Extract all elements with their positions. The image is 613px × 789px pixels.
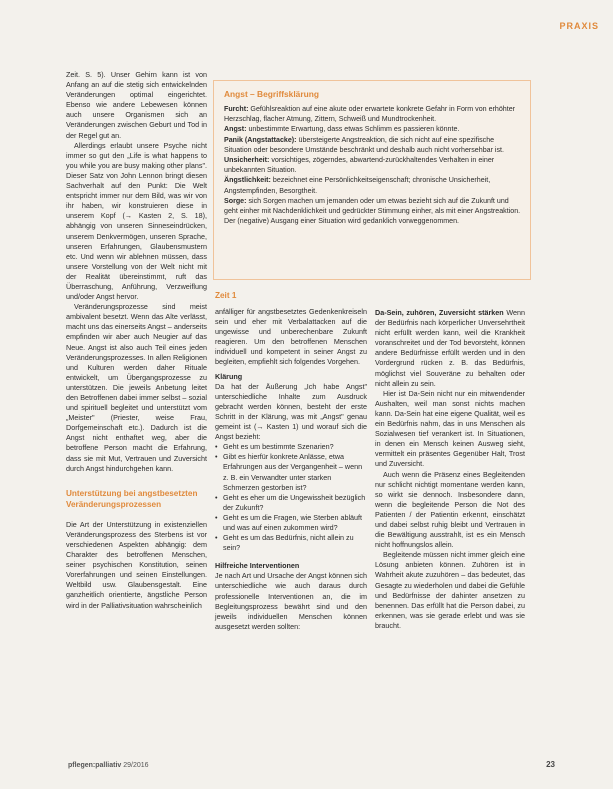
run-in-heading: Da-Sein, zuhören, Zuversicht stärken <box>375 308 504 317</box>
journal-footer <box>68 762 149 769</box>
subheading-interventions: Hilfreiche Interventionen <box>215 561 300 571</box>
list-item: • Geht es um die Fragen, wie Sterben abläuft und was auf einen zukommen wird? <box>215 513 367 533</box>
definition-term: Furcht: <box>224 105 249 113</box>
paragraph: Die Art der Unterstützung in existenziellen Veränderungsprozess des Sterbens ist vor verschiedenen Aspekten abhängig: dem Charakter des betroffenen Menschen, seiner psychischen Konstitution, seinen Vorerfahrungen und seinen Einstellungen. Weltbild usw. Glaubensgestalt. Eine ganzheitlich orientierte, ängstliche Person wird in der Palliativsituation wahrscheinlich <box>66 519 207 610</box>
definition-text: Gefühlsreaktion auf eine akute oder erwartete konkrete Gefahr in Form von erhöhter Herzschlag, flacher Atmung, Zittern, Schweiß und Mundtrockenheit. <box>224 105 516 124</box>
definition-text: bezeichnet eine Persönlichkeitseigenschaft; chronische Unsicherheit, Angstempfinden, Besorgtheit. <box>224 176 491 195</box>
journal-issue: 29/2016 <box>123 762 149 769</box>
paragraph: Je nach Art und Ursache der Angst können sich unterschiedliche wie auch daraus durch professionelle Interventionen an, die im Begleitungsprozess bewährt sind und den jeweils individuellen Menschen können ausgesetzt werden sollten: <box>215 571 367 631</box>
paragraph: anfälliger für angstbesetztes Gedenkenkreiseln sein und eher mit Verbalattacken auf die ungewisse und unberechenbare Zukunft reagieren. Um den betroffenen Menschen individuell und kompetent in seiner Angst zu begleiten, empfiehlt sich folgendes Vorgehen. <box>215 307 367 367</box>
journal-name: pflegen:palliativ <box>68 762 122 769</box>
list-item: • Gibt es hierfür konkrete Anlässe, etwa Erfahrungen aus der Vergangenheit – wenn z. B. ein Verwandter unter starken Schmerzen gestorben ist? <box>215 452 367 492</box>
definition-item <box>224 104 522 124</box>
definition-box-title: Angst – Begriffsklärung <box>224 89 319 99</box>
list-item: • Geht es um bestimmte Szenarien? <box>215 442 367 452</box>
paragraph: Zeit. S. 5). Unser Gehirn kann ist von Anfang an auf die stetig sich entwickelnden Veränderungen optimal eingerichtet. Ebenso wie andere Lebewesen können auch unsere Organismen sich an Veränderungen zwischen Geburt und Tod in der Regel gut an. <box>66 70 207 140</box>
paragraph: Hier ist Da-Sein nicht nur ein mitwendender Aushalten, weil man sonst nichts machen kann. Da-Sein hat eine eigene Qualität, weil es ein Bedürfnis nahm, das in uns Menschen als Sozialwesen tief verankert ist. In Situationen, in denen ein Mensch keinen Ausweg sieht, vermittelt ein präsentes Gegenüber Halt, Trost und Zuversicht. <box>375 388 525 469</box>
paragraph-text: Wenn der Bedürfnis nach körperlicher Unversehrtheit nicht erfüllt werden kann, weil die Krankheit voranschreitet und der Tod bevorsteht, können andere Bedürfnisse erfüllt werden und in den Vordergrund rücken z. B. das Bedürfnis, möglichst viel Souveräne zu behalten oder nicht allein zu sein. <box>375 308 525 388</box>
paragraph: Veränderungsprozesse sind meist ambivalent besetzt. Wenn das Alte verlässt, macht uns das einerseits Angst – anderseits empfinden wir aber auch Neugier auf das Neue. Angst ist also auch Teil eines jeden Veränderungsprozesses. In allen Religionen und Kulturen werden daher Rituale entwickelt, um Übergangsprozesse zu unterstützen. Die jeweils Anbetung leitet den Betroffenen dabei immer selbst – sozial und spirituell begleitet und unterstützt vom „Meister" (Priester, weise Frau, Dorfgemeinschaft etc.). Dadurch ist die Angst nicht enthaftet weg, aber die betroffene Person macht die Erfahrung, dass sie mit Mut, Vertrauen und Zuversicht durch Angst hindurchgehen kann. <box>66 302 207 473</box>
paragraph: Auch wenn die Präsenz eines Begleitenden nur schlicht nichtigt momentane werden kann, so wirkt sie dennoch. Insbesondere dann, wenn die begleitende Person die Not des Patienten / der Patientin erkennt, einschätzt und dabei selbst ruhig bleibt und Vertrauen in die Bewältigung ausstrahlt, ist es ein Mensch nicht hoffnungslos allein. <box>375 469 525 550</box>
box-caption: Zeit 1 <box>215 291 237 300</box>
definition-item <box>224 155 522 175</box>
definition-text: sich Sorgen machen um jemanden oder um etwas bezieht sich auf die Zukunft und geht einher mit Nachdenklichkeit und gedrückter Stimmung einher, als mit einer Angstreaktion. Der (negative) Ausgang einer Situation wird gedanklich vorweggenommen. <box>224 196 521 226</box>
definition-box <box>213 80 531 280</box>
subheading-clarification: Klärung <box>215 371 243 381</box>
paragraph: Allerdings erlaubt unsere Psyche nicht immer so gut den „Life is what happens to you while you are busy making other plans". Dieser Satz von John Lennon bringt diesen Sachverhalt auf den Punkt: Die Welt entspricht immer nur dem Bild, was wir von ihr haben, wir konstruieren diese in unserem Kopf (→ Kasten 2, S. 18), abhängig von unseren Sinneseindrücken, unserem Denkvermögen, unseren Sprache, unseren Erfahrungen, Glaubensmustern etc. Und wenn wir ablehnen müssen, dass unsere Vorstellung von der Welt nicht mit der Realität übereinstimmt, ruft das Überraschung, Anführung, Verzweiflung und/oder Angst hervor. <box>66 140 207 302</box>
definition-item <box>224 135 522 155</box>
definition-text: vorsichtiges, zögerndes, abwartend-zurückhaltendes Verhalten in einer unbekannten Situation. <box>224 156 495 175</box>
definition-item <box>224 175 522 195</box>
definition-text: unbestimmte Erwartung, dass etwas Schlimm es passieren könnte. <box>248 125 460 134</box>
definition-term: Sorge: <box>224 196 247 205</box>
paragraph: Da hat der Äußerung „Ich habe Angst" unterschiedliche Inhalte zum Ausdruck gebracht werden können, besteht der erste Schritt in der Klärung, was mit „Angst" genau gemeint ist (→ Kasten 1) und worauf sich die Angst bezieht: <box>215 381 367 442</box>
section-heading: Unterstützung bei angstbesetzten Veränderungsprozessen <box>66 488 198 509</box>
definition-item <box>224 196 522 227</box>
column-left <box>66 70 207 611</box>
column-middle <box>215 291 367 632</box>
definition-term: Unsicherheit: <box>224 156 270 165</box>
column-right <box>375 308 525 631</box>
paragraph: Begleitende müssen nicht immer gleich eine Lösung anbieten können. Zuhören ist in Wahrheit akute zuzuhören – das bedeutet, das Gesagte zu wiederholen und dabei die Gefühle und Bedürfnisse der dahinter ansetzen zu benennen. Das erfüllt hat die Person dabei, zu erkennen, was sie gerade erlebt und was sie braucht. <box>375 550 525 630</box>
page-number: 23 <box>546 760 555 769</box>
definition-term: Ängstlichkeit: <box>224 176 271 185</box>
definition-item <box>224 124 522 134</box>
list-item: • Geht es um das Bedürfnis, nicht allein zu sein? <box>215 533 367 553</box>
definition-term: Angst: <box>224 125 247 134</box>
list-item: • Geht es eher um die Ungewissheit bezüglich der Zukunft? <box>215 493 367 513</box>
definition-term: Panik (Angstattacke): <box>224 135 297 144</box>
definition-list <box>224 104 522 226</box>
definition-text: übersteigerte Angstreaktion, die sich nicht auf eine spezifische Situation oder besondere Umstände beschränkt und deshalb auch nicht vorhersehbar ist. <box>224 135 504 154</box>
question-list <box>215 442 367 553</box>
section-tag: PRAXIS <box>559 21 599 31</box>
